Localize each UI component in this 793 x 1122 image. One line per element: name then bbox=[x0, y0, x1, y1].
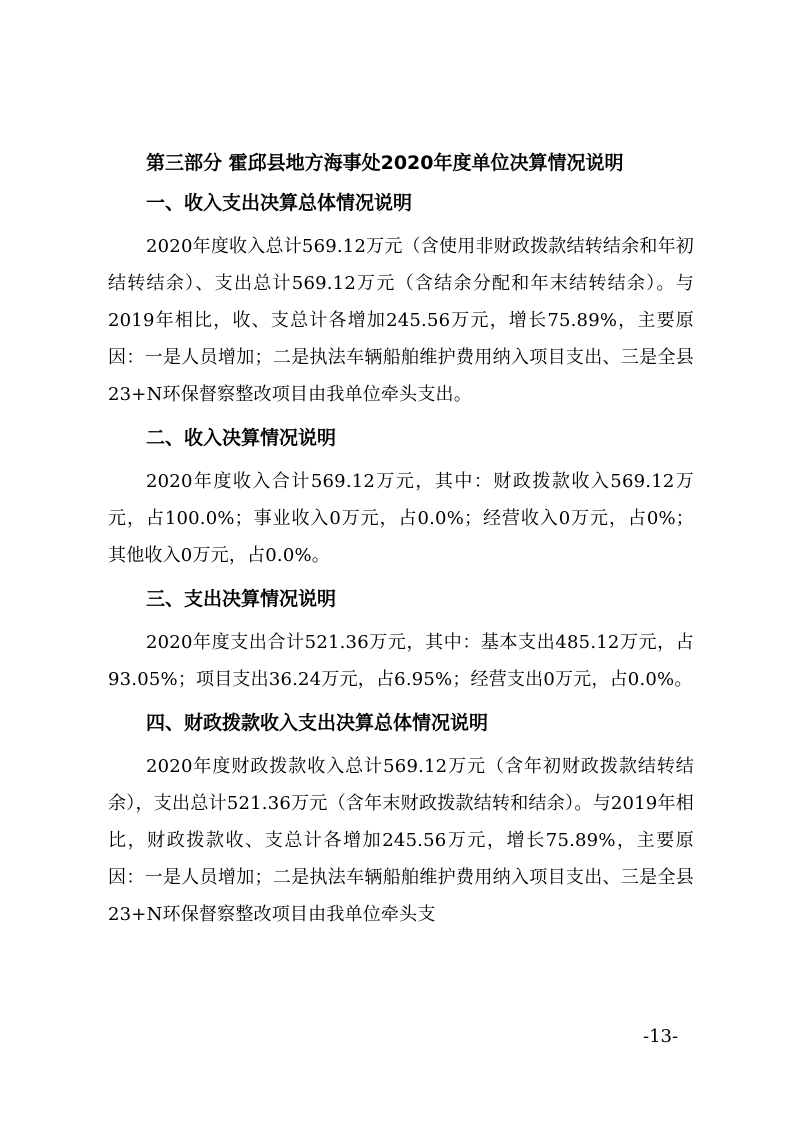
section-paragraph-income-expenditure-overview: 2020年度收入总计569.12万元（含使用非财政拨款结转结余和年初结转结余）、支出总计569.12万元（含结余分配和年末结转结余）。与2019年相比，收、支总计各增加245.56万元，增长75.89%，主要原因：一是人员增加；二是执法车辆船舶维护费用纳入项目支出、三是全县23+N环保督察整改项目由我单位牵头支出。 bbox=[108, 236, 694, 405]
section-heading-income-expenditure-overview: 一、收入支出决算总体情况说明 bbox=[146, 192, 413, 214]
document-title: 第三部分 霍邱县地方海事处2020年度单位决算情况说明 bbox=[146, 152, 624, 174]
section-paragraph-income: 2020年度收入合计569.12万元，其中：财政拨款收入569.12万元，占100.0%；事业收入0万元，占0.0%；经营收入0万元，占0%；其他收入0万元，占0.0%。 bbox=[108, 471, 694, 566]
page-number: -13- bbox=[643, 1026, 679, 1047]
section-heading-income: 二、收入决算情况说明 bbox=[146, 427, 337, 449]
section-paragraph-fiscal-appropriation: 2020年度财政拨款收入总计569.12万元（含年初财政拨款结转结余），支出总计521.36万元（含年末财政拨款结转和结余）。与2019年相比，财政拨款收、支总计各增加245.56万元，增长75.89%，主要原因：一是人员增加；二是执法车辆船舶维护费用纳入项目支出、三是全县23+N环保督察整改项目由我单位牵头支 bbox=[108, 756, 694, 925]
document-body bbox=[108, 146, 694, 941]
section-heading-expenditure: 三、支出决算情况说明 bbox=[146, 588, 337, 610]
section-paragraph-expenditure: 2020年度支出合计521.36万元，其中：基本支出485.12万元，占93.05%；项目支出36.24万元，占6.95%；经营支出0万元，占0.0%。 bbox=[108, 632, 694, 690]
section-heading-fiscal-appropriation: 四、财政拨款收入支出决算总体情况说明 bbox=[146, 712, 489, 734]
